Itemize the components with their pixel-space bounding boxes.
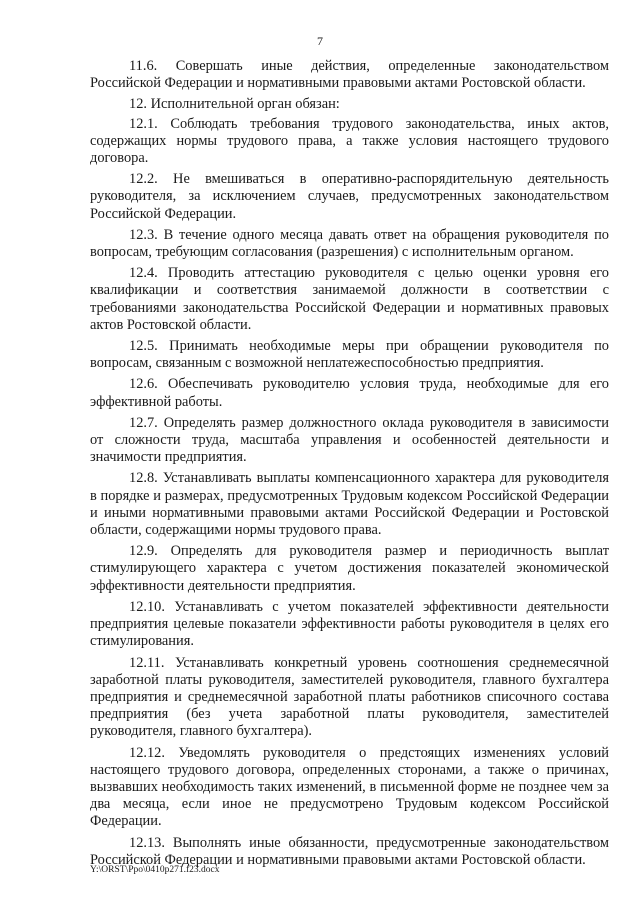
paragraph-12-13: 12.13. Выполнять иные обязанности, предусмотренные законодательством Российской Федерации и нормативными правовыми актами Ростовской области.	[90, 834, 609, 868]
paragraph-12-12: 12.12. Уведомлять руководителя о предстоящих изменениях условий настоящего трудового договора, определенных сторонами, а также о причинах, вызвавших необходимость таких изменений, в письменной форме не позднее чем за два месяца, если иное не предусмотрено Трудовым кодексом Российской Федерации.	[90, 744, 609, 830]
footer-file-path: Y:\ORST\Ppo\0410p271.f23.docx	[90, 865, 220, 875]
paragraph-12-10: 12.10. Устанавливать с учетом показателей эффективности деятельности предприятия целевые показатели эффективности работы руководителя в целях его стимулирования.	[90, 598, 609, 650]
paragraph-12-9: 12.9. Определять для руководителя размер и периодичность выплат стимулирующего характера с учетом достижения показателей экономической эффективности деятельности предприятия.	[90, 543, 609, 594]
paragraph-12-1: 12.1. Соблюдать требования трудового законодательства, иных актов, содержащих нормы трудового права, а также условия настоящего трудового договора.	[90, 115, 609, 167]
paragraph-12-7: 12.7. Определять размер должностного оклада руководителя в зависимости от сложности труда, масштаба управления и особенностей деятельности и значимости предприятия.	[90, 414, 609, 466]
paragraph-12-6: 12.6. Обеспечивать руководителю условия труда, необходимые для его эффективной работы.	[90, 376, 609, 410]
paragraph-11-6: 11.6. Совершать иные действия, определенные законодательством Российской Федерации и нормативными правовыми актами Ростовской области.	[90, 58, 609, 92]
paragraph-12-2: 12.2. Не вмешиваться в оперативно-распорядительную деятельность руководителя, за исключением случаев, предусмотренных законодательством Российской Федерации.	[90, 171, 609, 222]
paragraph-12-3: 12.3. В течение одного месяца давать ответ на обращения руководителя по вопросам, требующим согласования (разрешения) с исполнительным органом.	[90, 226, 609, 261]
paragraph-12-8: 12.8. Устанавливать выплаты компенсационного характера для руководителя в порядке и размерах, предусмотренных Трудовым кодексом Российской Федерации и иными нормативными правовыми актами Российской Федерации и Ростовской области, содержащими нормы трудового права.	[90, 470, 609, 539]
paragraph-12-5: 12.5. Принимать необходимые меры при обращении руководителя по вопросам, связанным с возможной неплатежеспособностью предприятия.	[90, 338, 609, 372]
document-body	[90, 58, 609, 873]
paragraph-12-heading: 12. Исполнительной орган обязан:	[129, 96, 340, 113]
page-number: 7	[317, 34, 323, 48]
paragraph-12-4: 12.4. Проводить аттестацию руководителя с целью оценки уровня его квалификации и соответствия занимаемой должности в соответствии с требованиями законодательства Российской Федерации и нормативных правовых актов Ростовской области.	[90, 265, 609, 333]
paragraph-12-11: 12.11. Устанавливать конкретный уровень соотношения среднемесячной заработной платы руководителя, заместителей руководителя, главного бухгалтера предприятия и среднемесячной заработной платы работников списочного состава предприятия (без учета заработной платы руководителя, заместителей руководителя, главного бухгалтера).	[90, 654, 609, 740]
